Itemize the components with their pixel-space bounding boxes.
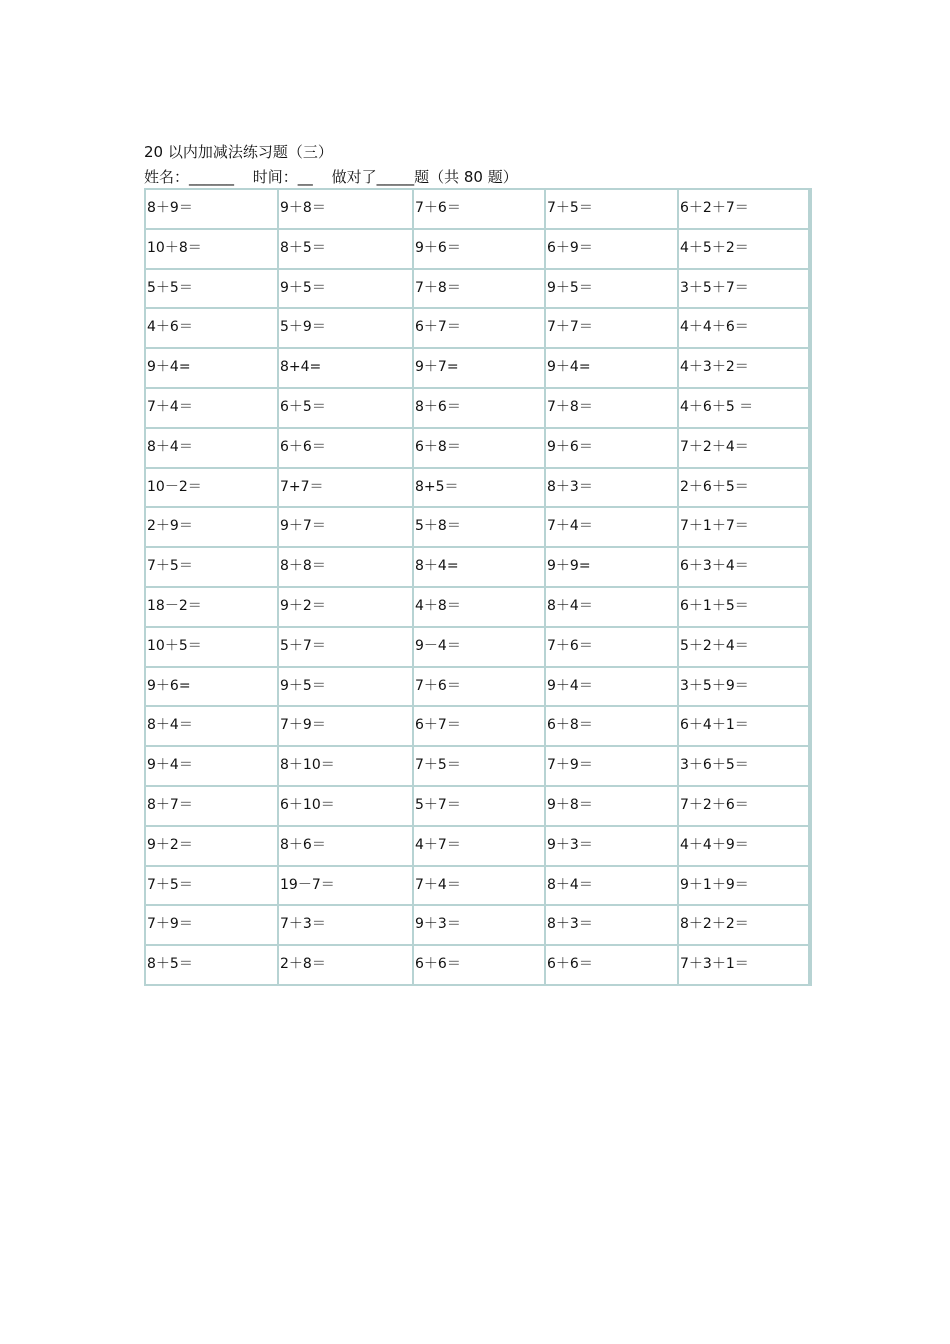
problem-cell: 7＋2＋4＝ bbox=[679, 429, 808, 467]
problem-cell: 4＋6＋5 ＝ bbox=[679, 389, 808, 427]
problem-cell: 2＋9＝ bbox=[146, 508, 277, 546]
problem-cell: 9＋6＝ bbox=[546, 429, 677, 467]
problem-cell: 7+7＝ bbox=[279, 469, 412, 507]
problem-cell: 8＋4＝ bbox=[546, 867, 677, 905]
problem-cell: 7＋6＝ bbox=[414, 190, 544, 228]
problem-cell: 8＋8＝ bbox=[279, 548, 412, 586]
problem-cell: 9＋1＋9＝ bbox=[679, 867, 808, 905]
problem-cell: 9＋8＝ bbox=[546, 787, 677, 825]
time-field: 时间：__ bbox=[252, 168, 313, 186]
problem-cell: 9－4＝ bbox=[414, 628, 544, 666]
page-title: 20 以内加减法练习题（三） bbox=[144, 143, 333, 161]
problem-cell: 3＋5＋7＝ bbox=[679, 270, 808, 308]
name-field: 姓名：______ bbox=[144, 168, 235, 186]
problem-cell: 6＋1＋5＝ bbox=[679, 588, 808, 626]
problem-cell: 6＋6＝ bbox=[279, 429, 412, 467]
problem-cell: 9＋2＝ bbox=[279, 588, 412, 626]
problem-cell: 4＋8＝ bbox=[414, 588, 544, 626]
student-info-line bbox=[144, 166, 810, 188]
problem-cell: 4＋4＋9＝ bbox=[679, 827, 808, 865]
problem-cell: 7＋5＝ bbox=[146, 867, 277, 905]
problem-cell: 4＋6＝ bbox=[146, 309, 277, 347]
problem-cell: 9＋9= bbox=[546, 548, 677, 586]
problem-cell: 9＋4= bbox=[546, 349, 677, 387]
problem-cell: 9＋7＝ bbox=[279, 508, 412, 546]
problem-cell: 10＋8＝ bbox=[146, 230, 277, 268]
problem-cell: 5＋5＝ bbox=[146, 270, 277, 308]
problem-table bbox=[144, 188, 812, 986]
problem-cell: 6＋4＋1＝ bbox=[679, 707, 808, 745]
problem-cell: 7＋5＝ bbox=[146, 548, 277, 586]
problem-cell: 7＋7＝ bbox=[546, 309, 677, 347]
problem-cell: 9＋8＝ bbox=[279, 190, 412, 228]
problem-cell: 6＋8＝ bbox=[546, 707, 677, 745]
problem-cell: 8＋4= bbox=[414, 548, 544, 586]
problem-cell: 7＋3＝ bbox=[279, 906, 412, 944]
problem-cell: 8＋3＝ bbox=[546, 469, 677, 507]
problem-cell: 7＋9＝ bbox=[279, 707, 412, 745]
problem-cell: 4＋3＋2＝ bbox=[679, 349, 808, 387]
problem-cell: 9＋4＝ bbox=[146, 747, 277, 785]
problem-cell: 4＋7＝ bbox=[414, 827, 544, 865]
problem-cell: 7＋5＝ bbox=[546, 190, 677, 228]
problem-cell: 9＋5＝ bbox=[546, 270, 677, 308]
problem-cell: 8＋4＝ bbox=[546, 588, 677, 626]
problem-cell: 6＋3＋4＝ bbox=[679, 548, 808, 586]
score-field: 做对了_____题（共 80 题） bbox=[331, 168, 518, 186]
problem-cell: 4＋5＋2＝ bbox=[679, 230, 808, 268]
problem-cell: 6＋7＝ bbox=[414, 309, 544, 347]
problem-cell: 9＋7= bbox=[414, 349, 544, 387]
problem-cell: 2＋8＝ bbox=[279, 946, 412, 984]
problem-cell: 8+4= bbox=[279, 349, 412, 387]
problem-cell: 3＋6＋5＝ bbox=[679, 747, 808, 785]
problem-cell: 10＋5＝ bbox=[146, 628, 277, 666]
problem-cell: 6＋9＝ bbox=[546, 230, 677, 268]
problem-cell: 7＋9＝ bbox=[546, 747, 677, 785]
problem-cell: 19－7＝ bbox=[279, 867, 412, 905]
problem-cell: 7＋5＝ bbox=[414, 747, 544, 785]
problem-cell: 9＋6= bbox=[146, 668, 277, 706]
problem-cell: 8＋9＝ bbox=[146, 190, 277, 228]
problem-cell: 7＋4＝ bbox=[414, 867, 544, 905]
problem-cell: 8＋5＝ bbox=[146, 946, 277, 984]
problem-cell: 8＋4＝ bbox=[146, 707, 277, 745]
problem-cell: 6＋2＋7＝ bbox=[679, 190, 808, 228]
problem-cell: 8＋4＝ bbox=[146, 429, 277, 467]
problem-cell: 9＋5＝ bbox=[279, 270, 412, 308]
problem-cell: 7＋3＋1＝ bbox=[679, 946, 808, 984]
problem-cell: 7＋9＝ bbox=[146, 906, 277, 944]
problem-cell: 5＋9＝ bbox=[279, 309, 412, 347]
problem-cell: 5＋7＝ bbox=[414, 787, 544, 825]
problem-cell: 9＋6＝ bbox=[414, 230, 544, 268]
problem-cell: 6＋8＝ bbox=[414, 429, 544, 467]
problem-cell: 5＋8＝ bbox=[414, 508, 544, 546]
problem-cell: 9＋4= bbox=[146, 349, 277, 387]
worksheet bbox=[144, 142, 810, 986]
problem-cell: 5＋7＝ bbox=[279, 628, 412, 666]
problem-cell: 8＋6＝ bbox=[279, 827, 412, 865]
problem-cell: 10－2＝ bbox=[146, 469, 277, 507]
problem-cell: 8+5＝ bbox=[414, 469, 544, 507]
problem-cell: 7＋4＝ bbox=[146, 389, 277, 427]
problem-cell: 7＋6＝ bbox=[546, 628, 677, 666]
problem-cell: 9＋3＝ bbox=[414, 906, 544, 944]
problem-cell: 6＋6＝ bbox=[546, 946, 677, 984]
problem-cell: 2＋6＋5＝ bbox=[679, 469, 808, 507]
problem-cell: 8＋3＝ bbox=[546, 906, 677, 944]
problem-cell: 8＋7＝ bbox=[146, 787, 277, 825]
problem-cell: 6＋5＝ bbox=[279, 389, 412, 427]
problem-cell: 8＋5＝ bbox=[279, 230, 412, 268]
problem-cell: 7＋6＝ bbox=[414, 668, 544, 706]
problem-cell: 5＋2＋4＝ bbox=[679, 628, 808, 666]
problem-cell: 6＋10＝ bbox=[279, 787, 412, 825]
problem-cell: 9＋2＝ bbox=[146, 827, 277, 865]
problem-cell: 7＋1＋7＝ bbox=[679, 508, 808, 546]
problem-cell: 8＋10＝ bbox=[279, 747, 412, 785]
problem-cell: 7＋4＝ bbox=[546, 508, 677, 546]
problem-cell: 18－2＝ bbox=[146, 588, 277, 626]
problem-cell: 7＋8＝ bbox=[414, 270, 544, 308]
problem-cell: 9＋5＝ bbox=[279, 668, 412, 706]
problem-cell: 9＋3＝ bbox=[546, 827, 677, 865]
problem-cell: 3＋5＋9＝ bbox=[679, 668, 808, 706]
problem-cell: 6＋6＝ bbox=[414, 946, 544, 984]
problem-cell: 7＋2＋6＝ bbox=[679, 787, 808, 825]
problem-cell: 4＋4＋6＝ bbox=[679, 309, 808, 347]
problem-cell: 6＋7＝ bbox=[414, 707, 544, 745]
problem-cell: 9＋4＝ bbox=[546, 668, 677, 706]
problem-cell: 7＋8＝ bbox=[546, 389, 677, 427]
problem-cell: 8＋2＋2＝ bbox=[679, 906, 808, 944]
problem-cell: 8＋6＝ bbox=[414, 389, 544, 427]
